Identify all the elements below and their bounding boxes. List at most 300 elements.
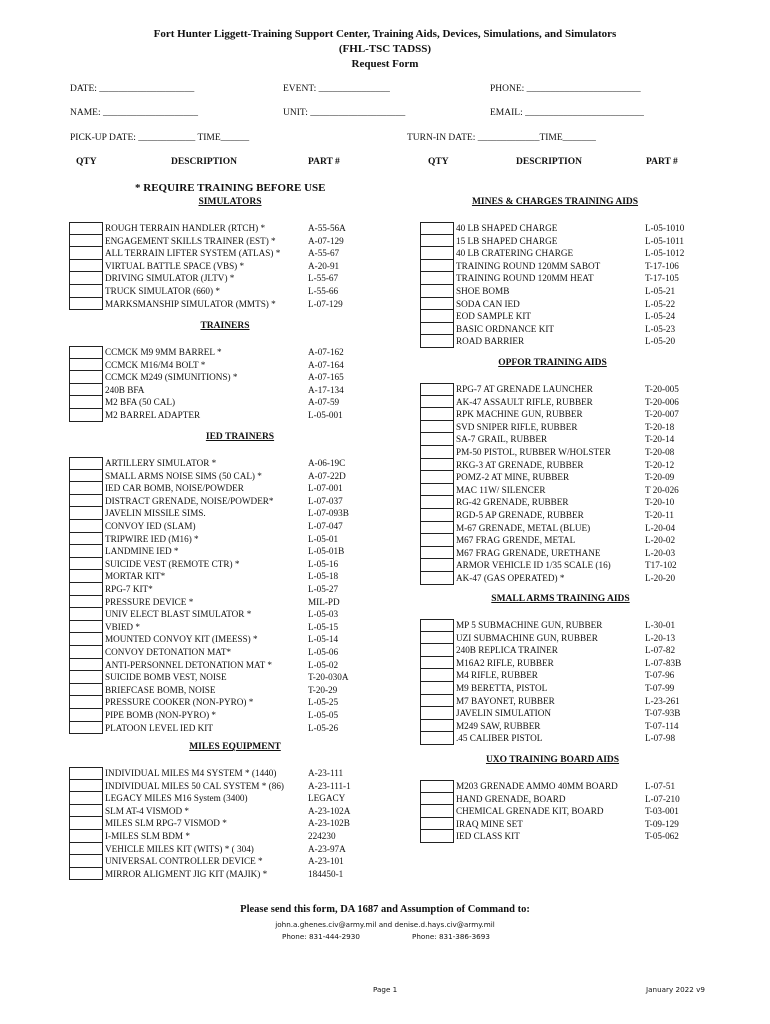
item-part-number: A-20-91 — [308, 260, 340, 271]
qty-input[interactable] — [69, 780, 103, 793]
item-part-number: L-07-98 — [645, 733, 676, 744]
qty-input[interactable] — [420, 830, 454, 843]
qty-input[interactable] — [69, 855, 103, 868]
item-description: M203 GRENADE AMMO 40MM BOARD — [456, 781, 618, 791]
qty-input[interactable] — [69, 396, 103, 409]
qty-input[interactable] — [69, 482, 103, 495]
table-row — [420, 619, 760, 632]
qty-input[interactable] — [420, 459, 454, 472]
form-name: Request Form — [351, 58, 419, 70]
table-row — [420, 471, 760, 484]
table-row — [420, 805, 760, 818]
qty-input[interactable] — [420, 421, 454, 434]
left-qty-header: QTY — [76, 157, 97, 167]
item-part-number: T-09-129 — [645, 818, 679, 829]
item-part-number: MIL-PD — [308, 596, 340, 607]
qty-input[interactable] — [69, 495, 103, 508]
item-part-number: T-20-14 — [645, 434, 675, 445]
contact-phone-1: Phone: 831-444-2930 — [282, 932, 360, 941]
qty-input[interactable] — [69, 359, 103, 372]
left-part-header: PART # — [308, 157, 340, 167]
item-description: JAVELIN SIMULATION — [456, 708, 552, 719]
table-row — [420, 818, 760, 831]
item-part-number: A-07-165 — [308, 372, 344, 383]
item-description: RKG-3 AT GRENADE, RUBBER — [456, 459, 584, 470]
item-part-number: L-05-05 — [308, 710, 339, 720]
table-row — [69, 868, 409, 881]
item-description: MAC 11W/ SILENCER — [456, 484, 546, 495]
table-row — [69, 520, 409, 533]
item-description: M249 SAW, RUBBER — [456, 720, 541, 731]
table-row — [69, 805, 409, 818]
qty-input[interactable] — [69, 371, 103, 384]
qty-input[interactable] — [420, 247, 454, 260]
item-part-number: T-17-106 — [645, 260, 679, 271]
item-description: .45 CALIBER PISTOL — [456, 733, 543, 744]
item-part-number: T17-102 — [645, 560, 677, 571]
item-part-number: T-20-18 — [645, 421, 675, 432]
table-row — [69, 272, 409, 285]
item-part-number: 224230 — [308, 831, 336, 841]
item-part-number: L-05-001 — [308, 410, 343, 420]
item-description: UNIV ELECT BLAST SIMULATOR * — [105, 609, 252, 620]
qty-input[interactable] — [420, 408, 454, 421]
phone-field[interactable]: PHONE: ________________________ — [490, 84, 641, 94]
item-description: VBIED * — [105, 621, 140, 632]
qty-input[interactable] — [69, 409, 103, 422]
table-row — [69, 396, 409, 409]
item-description: INDIVIDUAL MILES M4 SYSTEM * (1440) — [105, 768, 277, 778]
qty-input[interactable] — [420, 732, 454, 745]
item-part-number: T-07-99 — [645, 683, 675, 693]
qty-input[interactable] — [420, 310, 454, 323]
table-row — [69, 843, 409, 856]
table-row — [69, 621, 409, 634]
table-row — [420, 247, 760, 260]
qty-input[interactable] — [420, 682, 454, 695]
table-row — [69, 371, 409, 384]
send-instructions: Please send this form, DA 1687 and Assumption of Command to: — [240, 904, 530, 915]
item-description: I-MILES SLM BDM * — [105, 831, 190, 841]
item-description: 40 LB CRATERING CHARGE — [456, 248, 574, 259]
qty-input[interactable] — [420, 707, 454, 720]
table-row — [69, 855, 409, 868]
page-number: Page 1 — [373, 985, 398, 994]
item-description: MORTAR KIT* — [105, 571, 166, 582]
qty-input[interactable] — [69, 696, 103, 709]
item-description: 240B BFA — [105, 384, 145, 395]
item-description: M67 FRAG GRENDE, METAL — [456, 535, 576, 546]
item-description: VEHICLE MILES KIT (WITS) * ( 304) — [105, 843, 254, 854]
table-row — [420, 298, 760, 311]
qty-input[interactable] — [69, 767, 103, 780]
item-part-number: L-05-1012 — [645, 248, 685, 259]
pickup-field[interactable]: PICK-UP DATE: ____________ TIME______ — [70, 133, 250, 143]
table-row — [69, 384, 409, 397]
item-description: MP 5 SUBMACHINE GUN, RUBBER — [456, 620, 603, 630]
item-part-number: L-07-001 — [308, 483, 343, 494]
turnin-field[interactable]: TURN-IN DATE: _____________TIME_______ — [407, 133, 596, 143]
item-part-number: A-07-22D — [308, 470, 346, 481]
item-part-number: L-05-16 — [308, 558, 339, 569]
qty-input[interactable] — [69, 545, 103, 558]
right-section-title-mines-charges-training-aids: MINES & CHARGES TRAINING AIDS — [471, 197, 639, 207]
item-description: ROAD BARRIER — [456, 336, 525, 347]
item-part-number: A-06-19C — [308, 458, 346, 468]
item-part-number: LEGACY — [308, 793, 346, 804]
item-description: UNIVERSAL CONTROLLER DEVICE * — [105, 856, 263, 867]
item-description: CCMCK M249 (SIMUNITIONS) * — [105, 372, 238, 383]
table-row — [420, 496, 760, 509]
qty-input[interactable] — [69, 583, 103, 596]
qty-input[interactable] — [420, 805, 454, 818]
item-part-number: T-05-062 — [645, 831, 679, 842]
qty-input[interactable] — [420, 818, 454, 831]
qty-input[interactable] — [420, 780, 454, 793]
table-row — [420, 285, 760, 298]
item-part-number: L-20-02 — [645, 535, 676, 546]
item-description: BRIEFCASE BOMB, NOISE — [105, 684, 216, 695]
qty-input[interactable] — [69, 868, 103, 881]
item-description: AK-47 ASSAULT RIFLE, RUBBER — [456, 396, 593, 407]
table-row — [420, 707, 760, 720]
item-description: RGD-5 AP GRENADE, RUBBER — [456, 510, 584, 520]
qty-input[interactable] — [420, 522, 454, 535]
item-description: ARTILLERY SIMULATOR * — [105, 458, 217, 468]
qty-input[interactable] — [420, 272, 454, 285]
qty-input[interactable] — [420, 323, 454, 336]
item-description: DRIVING SIMULATOR (JLTV) * — [105, 273, 235, 284]
item-description: TRUCK SIMULATOR (660) * — [105, 286, 220, 296]
qty-input[interactable] — [69, 684, 103, 697]
item-description: MIRROR ALIGMENT JIG KIT (MAJIK) * — [105, 868, 268, 879]
qty-input[interactable] — [69, 235, 103, 248]
item-description: RPK MACHINE GUN, RUBBER — [456, 409, 583, 420]
item-description: PRESSURE COOKER (NON-PYRO) * — [105, 697, 254, 708]
table-row — [420, 830, 760, 843]
item-part-number: L-05-06 — [308, 647, 339, 657]
table-row — [420, 408, 760, 421]
item-part-number: A-23-111 — [308, 768, 344, 778]
table-row — [69, 792, 409, 805]
qty-input[interactable] — [69, 260, 103, 273]
item-part-number: L-23-261 — [645, 695, 680, 706]
table-row — [420, 682, 760, 695]
item-part-number: A-23-111-1 — [308, 780, 351, 791]
item-part-number: L-05-22 — [645, 298, 676, 309]
item-description: CONVOY IED (SLAM) — [105, 521, 196, 531]
item-part-number: L-05-27 — [308, 584, 339, 594]
item-description: ANTI-PERSONNEL DETONATION MAT * — [105, 659, 272, 670]
item-part-number: L-20-04 — [645, 522, 676, 533]
name-field[interactable]: NAME: ____________________ — [70, 108, 198, 118]
qty-input[interactable] — [420, 496, 454, 509]
qty-input[interactable] — [69, 608, 103, 621]
table-row — [420, 657, 760, 670]
qty-input[interactable] — [69, 792, 103, 805]
table-row — [69, 608, 409, 621]
qty-input[interactable] — [69, 570, 103, 583]
table-row — [420, 383, 760, 396]
table-row — [69, 507, 409, 520]
item-description: M16A2 RIFLE, RUBBER — [456, 657, 554, 668]
qty-input[interactable] — [69, 507, 103, 520]
qty-input[interactable] — [69, 533, 103, 546]
table-row — [420, 446, 760, 459]
qty-input[interactable] — [69, 805, 103, 818]
item-description: M-67 GRENADE, METAL (BLUE) — [456, 522, 591, 533]
item-description: LANDMINE IED * — [105, 546, 179, 557]
qty-input[interactable] — [420, 657, 454, 670]
item-description: LEGACY MILES M16 System (3400) — [105, 793, 248, 804]
item-description: BASIC ORDNANCE KIT — [456, 323, 555, 334]
table-row — [69, 482, 409, 495]
qty-input[interactable] — [420, 335, 454, 348]
table-row — [69, 545, 409, 558]
qty-input[interactable] — [69, 222, 103, 235]
item-description: TRAINING ROUND 120MM HEAT — [456, 273, 594, 284]
item-part-number: T-20-007 — [645, 409, 679, 420]
table-row — [69, 722, 409, 735]
qty-input[interactable] — [420, 446, 454, 459]
item-part-number: A-23-102B — [308, 818, 350, 829]
qty-input[interactable] — [420, 509, 454, 522]
item-description: ROUGH TERRAIN HANDLER (RTCH) * — [105, 223, 266, 233]
qty-input[interactable] — [420, 396, 454, 409]
item-part-number: L-07-83B — [645, 657, 682, 668]
qty-input[interactable] — [420, 222, 454, 235]
table-row — [420, 732, 760, 745]
table-row — [69, 260, 409, 273]
table-row — [69, 470, 409, 483]
qty-input[interactable] — [420, 695, 454, 708]
item-part-number: T-07-96 — [645, 670, 675, 681]
item-description: CONVOY DETONATION MAT* — [105, 647, 232, 657]
table-row — [69, 671, 409, 684]
table-row — [420, 323, 760, 336]
table-row — [420, 421, 760, 434]
item-part-number: L-05-01 — [308, 533, 339, 544]
item-description: M67 FRAG GRENADE, URETHANE — [456, 547, 601, 558]
item-part-number: T-20-030A — [308, 672, 349, 683]
qty-input[interactable] — [69, 722, 103, 735]
qty-input[interactable] — [69, 621, 103, 634]
table-row — [420, 780, 760, 793]
table-row — [69, 235, 409, 248]
table-row — [420, 793, 760, 806]
item-part-number: T-20-08 — [645, 447, 675, 457]
qty-input[interactable] — [69, 558, 103, 571]
right-part-header: PART # — [646, 157, 678, 167]
table-row — [69, 817, 409, 830]
qty-input[interactable] — [69, 298, 103, 311]
item-description: 40 LB SHAPED CHARGE — [456, 223, 558, 233]
qty-input[interactable] — [420, 433, 454, 446]
table-row — [420, 632, 760, 645]
item-description: 15 LB SHAPED CHARGE — [456, 235, 558, 246]
item-description: MILES SLM RPG-7 VISMOD * — [105, 818, 227, 829]
item-description: PIPE BOMB (NON-PYRO) * — [105, 710, 217, 720]
qty-input[interactable] — [420, 298, 454, 311]
item-part-number: L-07-129 — [308, 298, 343, 309]
item-description: PLATOON LEVEL IED KIT — [105, 722, 213, 733]
qty-input[interactable] — [69, 709, 103, 722]
qty-input[interactable] — [69, 830, 103, 843]
item-part-number: L-05-03 — [308, 609, 339, 620]
item-description: CHEMICAL GRENADE KIT, BOARD — [456, 806, 604, 817]
qty-input[interactable] — [69, 346, 103, 359]
email-field[interactable]: EMAIL: _________________________ — [490, 108, 644, 118]
qty-input[interactable] — [420, 260, 454, 273]
item-description: IED CLASS KIT — [456, 831, 520, 842]
item-part-number: T-17-105 — [645, 273, 679, 284]
item-description: HAND GRENADE, BOARD — [456, 793, 566, 804]
qty-input[interactable] — [420, 793, 454, 806]
item-part-number: T-20-006 — [645, 396, 679, 407]
event-field[interactable]: EVENT: _______________ — [283, 84, 390, 94]
qty-input[interactable] — [69, 457, 103, 470]
item-description: SHOE BOMB — [456, 286, 510, 296]
qty-input[interactable] — [69, 384, 103, 397]
qty-input[interactable] — [420, 559, 454, 572]
form-version: January 2022 v9 — [646, 985, 705, 994]
training-note: * REQUIRE TRAINING BEFORE USE — [135, 182, 326, 194]
item-description: DISTRACT GRENADE, NOISE/POWDER* — [105, 495, 274, 506]
item-part-number: T-20-005 — [645, 384, 679, 394]
item-description: AK-47 (GAS OPERATED) * — [456, 573, 565, 583]
table-row — [69, 285, 409, 298]
table-row — [420, 669, 760, 682]
qty-input[interactable] — [69, 843, 103, 856]
item-part-number: A-07-129 — [308, 235, 344, 246]
item-description: 240B REPLICA TRAINER — [456, 645, 558, 656]
item-part-number: T-20-29 — [308, 684, 338, 695]
table-row — [69, 646, 409, 659]
table-row — [420, 396, 760, 409]
table-row — [420, 720, 760, 733]
item-description: IED CAR BOMB, NOISE/POWDER — [105, 483, 244, 494]
table-row — [69, 659, 409, 672]
table-row — [69, 570, 409, 583]
item-part-number: L-07-037 — [308, 495, 343, 506]
qty-input[interactable] — [69, 596, 103, 609]
qty-input[interactable] — [420, 383, 454, 396]
table-row — [69, 583, 409, 596]
item-part-number: A-23-101 — [308, 856, 344, 867]
item-description: M9 BERETTA, PISTOL — [456, 683, 548, 693]
item-part-number: L-05-26 — [308, 722, 339, 733]
table-row — [420, 484, 760, 497]
item-part-number: A-07-162 — [308, 347, 344, 357]
item-part-number: L-05-23 — [645, 323, 676, 334]
qty-input[interactable] — [420, 471, 454, 484]
table-row — [420, 522, 760, 535]
qty-input[interactable] — [420, 669, 454, 682]
item-description: RPG-7 KIT* — [105, 584, 153, 594]
qty-input[interactable] — [420, 632, 454, 645]
qty-input[interactable] — [69, 633, 103, 646]
qty-input[interactable] — [420, 534, 454, 547]
table-row — [69, 346, 409, 359]
qty-input[interactable] — [420, 235, 454, 248]
date-field[interactable]: DATE: ____________________ — [70, 84, 195, 94]
table-row — [420, 335, 760, 348]
item-description: M7 BAYONET, RUBBER — [456, 695, 555, 706]
item-part-number: L-07-82 — [645, 645, 676, 656]
qty-input[interactable] — [420, 285, 454, 298]
item-part-number: T-20-09 — [645, 472, 675, 483]
table-row — [420, 235, 760, 248]
qty-input[interactable] — [420, 484, 454, 497]
table-row — [69, 495, 409, 508]
item-description: M4 RIFLE, RUBBER — [456, 670, 538, 681]
qty-input[interactable] — [420, 547, 454, 560]
item-description: SUICIDE VEST (REMOTE CTR) * — [105, 558, 240, 569]
item-description: ENGAGEMENT SKILLS TRAINER (EST) * — [105, 235, 276, 246]
right-description-header: DESCRIPTION — [516, 157, 582, 167]
item-description: SUICIDE BOMB VEST, NOISE — [105, 672, 227, 683]
item-part-number: T-20-10 — [645, 497, 675, 508]
table-row — [69, 533, 409, 546]
item-part-number: L-05-1011 — [645, 235, 684, 246]
table-row — [69, 222, 409, 235]
table-row — [69, 696, 409, 709]
item-description: EOD SAMPLE KIT — [456, 311, 532, 322]
table-row — [69, 767, 409, 780]
table-row — [69, 830, 409, 843]
item-description: RG-42 GRENADE, RUBBER — [456, 497, 569, 508]
table-row — [69, 596, 409, 609]
item-part-number: L-07-093B — [308, 508, 349, 519]
item-part-number: L-05-25 — [308, 697, 339, 708]
qty-input[interactable] — [69, 520, 103, 533]
table-row — [420, 222, 760, 235]
qty-input[interactable] — [420, 572, 454, 585]
item-description: PM-50 PISTOL, RUBBER W/HOLSTER — [456, 447, 611, 457]
qty-input[interactable] — [420, 619, 454, 632]
qty-input[interactable] — [69, 272, 103, 285]
qty-input[interactable] — [420, 720, 454, 733]
qty-input[interactable] — [69, 285, 103, 298]
item-description: ALL TERRAIN LIFTER SYSTEM (ATLAS) * — [105, 248, 281, 259]
item-part-number: A-07-59 — [308, 397, 340, 408]
item-part-number: T-07-93B — [645, 708, 681, 719]
item-part-number: L-05-1010 — [645, 223, 685, 233]
table-row — [420, 260, 760, 273]
table-row — [420, 644, 760, 657]
qty-input[interactable] — [69, 646, 103, 659]
table-row — [420, 572, 760, 585]
item-part-number: L-07-51 — [645, 781, 676, 791]
qty-input[interactable] — [69, 470, 103, 483]
qty-input[interactable] — [69, 247, 103, 260]
item-description: CCMCK M16/M4 BOLT * — [105, 359, 206, 370]
item-part-number: L-05-01B — [308, 546, 345, 557]
left-section-title-simulators: SIMULATORS — [198, 197, 262, 207]
table-row — [69, 709, 409, 722]
qty-input[interactable] — [69, 817, 103, 830]
unit-field[interactable]: UNIT: ____________________ — [283, 108, 406, 118]
table-row — [420, 433, 760, 446]
item-part-number: L-07-047 — [308, 521, 343, 531]
qty-input[interactable] — [420, 644, 454, 657]
item-description: VIRTUAL BATTLE SPACE (VBS) * — [105, 260, 245, 271]
qty-input[interactable] — [69, 671, 103, 684]
item-part-number: T-20-12 — [645, 459, 675, 470]
right-section-title-uxo-training-board-aids: UXO TRAINING BOARD AIDS — [485, 755, 620, 765]
left-section-title-trainers: TRAINERS — [200, 321, 250, 331]
qty-input[interactable] — [69, 659, 103, 672]
